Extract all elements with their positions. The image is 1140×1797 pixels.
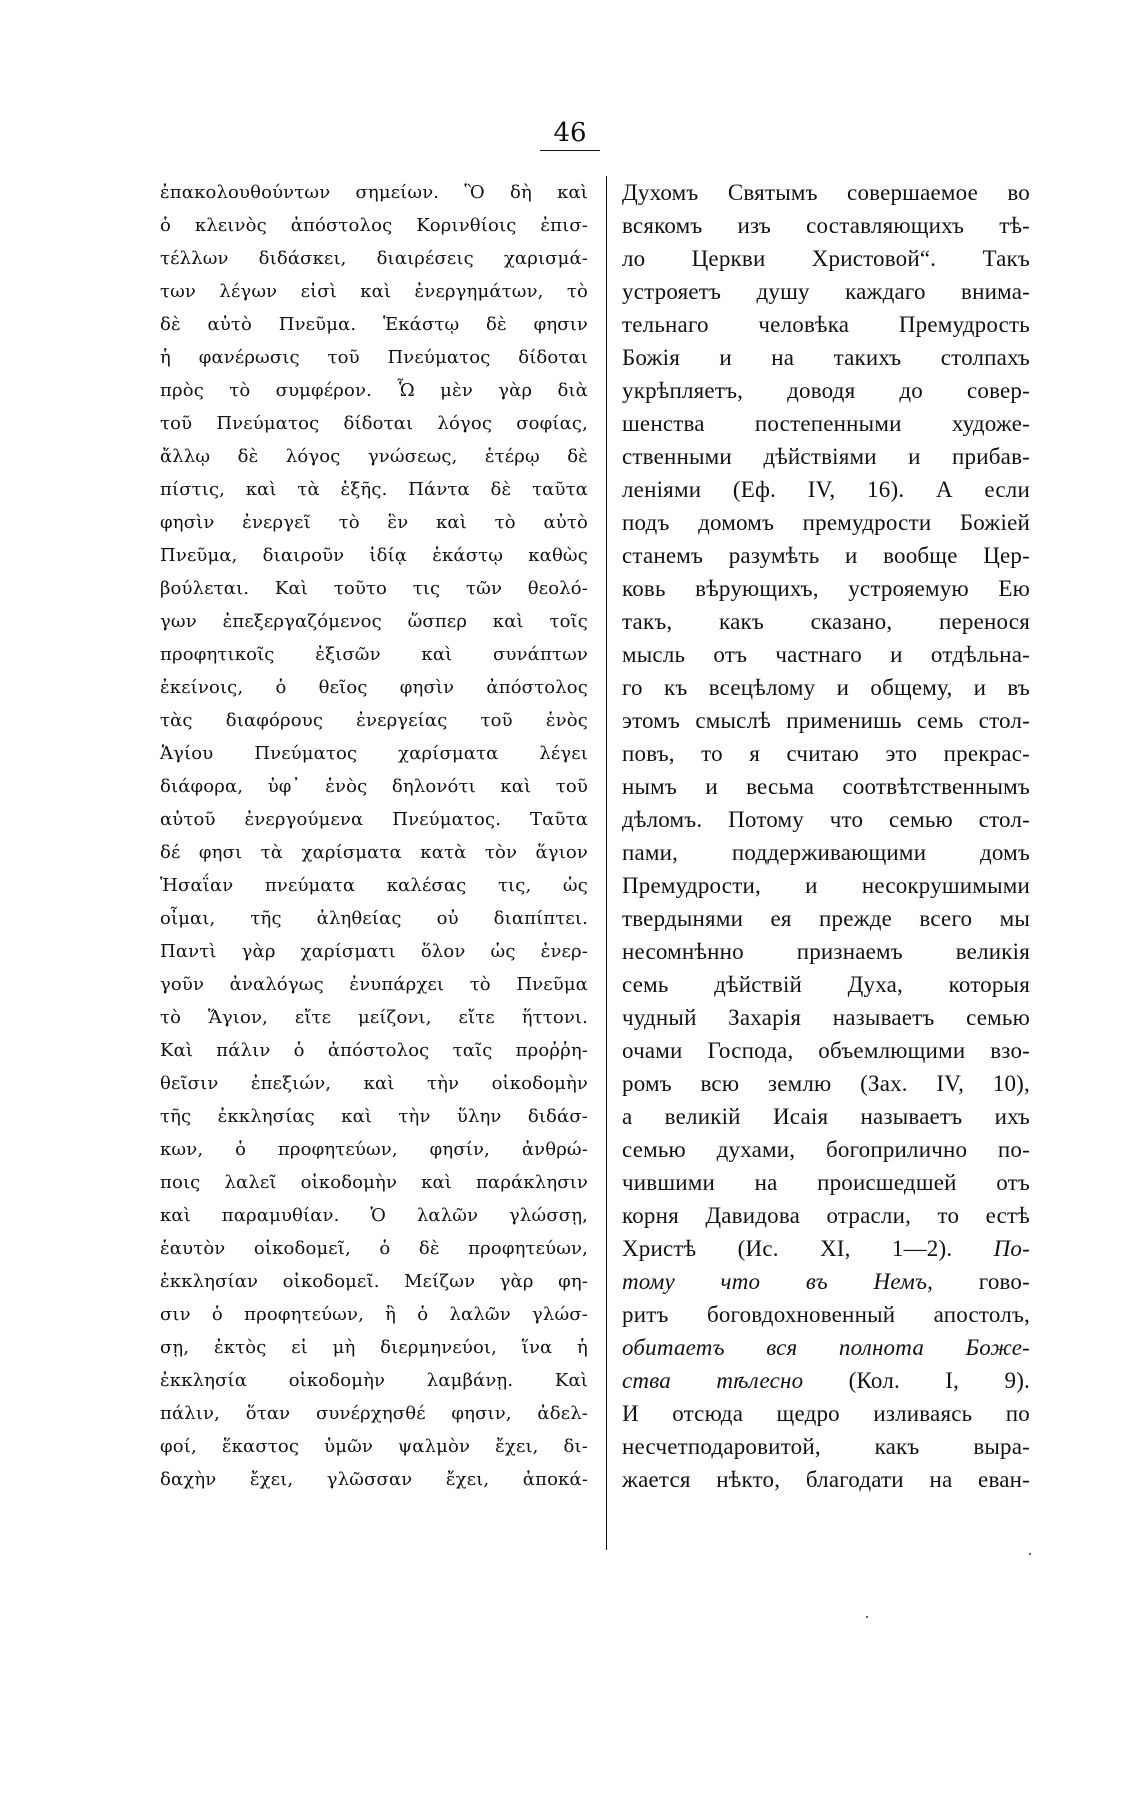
- russian-text-line: нымъ и весьма соотвѣтственнымъ: [622, 774, 1030, 799]
- russian-text-line: Премудрости, и несокрушимыми: [622, 873, 1030, 898]
- russian-text-line: тельнаго человѣка Премудрость: [622, 312, 1030, 337]
- page-number: 46: [540, 118, 600, 151]
- text-fragment: (Кол. I, 9).: [803, 1368, 1030, 1393]
- greek-text-line: κων, ὁ προφητεύων, φησίν, ἀνθρώ-: [160, 1139, 588, 1160]
- greek-text-line: γων ἐπεξεργαζόμενος ὥσπερ καὶ τοῖς: [160, 611, 588, 632]
- greek-text-line: προφητικοῖς ἐξισῶν καὶ συνάπτων: [160, 644, 588, 665]
- russian-text-line: несомнѣнно признаемъ великія: [622, 939, 1030, 964]
- greek-text-line: Ἁγίου Πνεύματος χαρίσματα λέγει: [160, 743, 588, 764]
- greek-text-line: ὁ κλεινὸς ἀπόστολος Κορινθίοις ἐπισ-: [160, 215, 588, 236]
- russian-text-line: семью духами, богоприлично по-: [622, 1137, 1030, 1162]
- greek-text-line: γοῦν ἀναλόγως ἐνυπάρχει τὸ Πνεῦμα: [160, 974, 588, 995]
- italic-phrase: ства тѣлесно: [622, 1368, 804, 1393]
- russian-text-line: пами, поддерживающими домъ: [622, 840, 1030, 865]
- greek-text-line: σῃ, ἐκτὸς εἰ μὴ διερμηνεύοι, ἵνα ἡ: [160, 1337, 588, 1358]
- russian-text-line: [622, 1331, 1030, 1364]
- greek-text-line: τὰς διαφόρους ἐνεργείας τοῦ ἑνὸς: [160, 710, 588, 731]
- column-divider: [606, 176, 607, 1550]
- greek-text-line: τέλλων διδάσκει, διαιρέσεις χαρισμά-: [160, 248, 588, 269]
- text-fragment: Христѣ (Ис. XI, 1—2).: [622, 1236, 994, 1261]
- greek-text-line: οἶμαι, τῆς ἀληθείας οὐ διαπίπτει.: [160, 908, 588, 929]
- russian-text-line: дѣломъ. Потому что семью стол-: [622, 807, 1030, 832]
- greek-text-line: φησὶν ἐνεργεῖ τὸ ἓν καὶ τὸ αὐτὸ: [160, 512, 588, 533]
- greek-column: [160, 176, 588, 1496]
- greek-text-line: ἡ φανέρωσις τοῦ Πνεύματος δίδοται: [160, 347, 588, 368]
- russian-text-line: станемъ разумѣть и вообще Цер-: [622, 543, 1030, 568]
- greek-text-line: φοί, ἕκαστος ὑμῶν ψαλμὸν ἔχει, δι-: [160, 1436, 588, 1457]
- greek-text-line: των λέγων εἰσὶ καὶ ἐνεργημάτων, τὸ: [160, 281, 588, 302]
- greek-text-line: δὲ αὐτὸ Πνεῦμα. Ἑκάστῳ δὲ φησιν: [160, 314, 588, 335]
- greek-text-line: τὸ Ἅγιον, εἴτε μείζονι, εἴτε ἥττονι.: [160, 1007, 588, 1028]
- greek-text-line: καὶ παραμυθίαν. Ὁ λαλῶν γλώσσῃ,: [160, 1205, 588, 1226]
- russian-text-line: а великій Исаія называетъ ихъ: [622, 1104, 1030, 1129]
- russian-text-line: го къ всецѣлому и общему, и въ: [622, 675, 1030, 700]
- russian-text-line: И отсюда щедро изливаясь по: [622, 1401, 1030, 1426]
- russian-text-line: подъ домомъ премудрости Божіей: [622, 510, 1030, 535]
- greek-text-line: πίστις, καὶ τὰ ἑξῆς. Πάντα δὲ ταῦτα: [160, 479, 588, 500]
- greek-text-line: ἄλλῳ δὲ λόγος γνώσεως, ἑτέρῳ δὲ: [160, 446, 588, 467]
- russian-column: [622, 176, 1030, 1496]
- russian-text-line: [622, 1364, 1030, 1397]
- russian-text-line: ромъ всю землю (Зах. IV, 10),: [622, 1071, 1030, 1096]
- greek-text-line: ἐκκλησία οἰκοδομὴν λαμβάνῃ. Καὶ: [160, 1370, 588, 1391]
- russian-text-line: ковь вѣрующихъ, устрояемую Ею: [622, 576, 1030, 601]
- greek-text-line: ἑαυτὸν οἰκοδομεῖ, ὁ δὲ προφητεύων,: [160, 1238, 588, 1259]
- russian-text-line: несчетподаровитой, какъ выра-: [622, 1434, 1030, 1459]
- greek-text-line: ἐκκλησίαν οἰκοδομεῖ. Μείζων γὰρ φη-: [160, 1271, 588, 1292]
- russian-text-line: [622, 1232, 1030, 1265]
- russian-text-line: чудный Захарія называетъ семью: [622, 1005, 1030, 1030]
- russian-text-line: всякомъ изъ составляющихъ тѣ-: [622, 213, 1030, 238]
- greek-text-line: τῆς ἐκκλησίας καὶ τὴν ὕλην διδάσ-: [160, 1106, 588, 1127]
- russian-text-line: жается нѣкто, благодати на еван-: [622, 1467, 1030, 1492]
- italic-phrase: По-: [993, 1236, 1030, 1261]
- russian-text-line: леніями (Еф. IV, 16). А если: [622, 477, 1030, 502]
- greek-text-line: τοῦ Πνεύματος δίδοται λόγος σοφίας,: [160, 413, 588, 434]
- russian-text-line: Духомъ Святымъ совершаемое во: [622, 180, 1030, 205]
- russian-text-line: устрояетъ душу каждаго внима-: [622, 279, 1030, 304]
- russian-text-line: ритъ боговдохновенный апостолъ,: [622, 1302, 1030, 1327]
- text-fragment: гово-: [933, 1269, 1030, 1294]
- russian-text-line: шенства постепенными художе-: [622, 411, 1030, 436]
- ink-speck: [1029, 1553, 1031, 1555]
- greek-text-line: ἐπακολουθούντων σημείων. Ὃ δὴ καὶ: [160, 182, 588, 203]
- italic-phrase: тому что въ Немъ,: [622, 1269, 934, 1294]
- russian-text-line: Божія и на такихъ столпахъ: [622, 345, 1030, 370]
- greek-text-line: ποις λαλεῖ οἰκοδομὴν καὶ παράκλησιν: [160, 1172, 588, 1193]
- greek-text-line: βούλεται. Καὶ τοῦτο τις τῶν θεολό-: [160, 578, 588, 599]
- greek-text-line: Ἡσαΐαν πνεύματα καλέσας τις, ὡς: [160, 875, 588, 896]
- greek-text-line: ἐκείνοις, ὁ θεῖος φησὶν ἀπόστολος: [160, 677, 588, 698]
- russian-text-line: повъ, то я считаю это прекрас-: [622, 741, 1030, 766]
- greek-text-line: δέ φησι τὰ χαρίσματα κατὰ τὸν ἅγιον: [160, 842, 588, 863]
- russian-text-line: семь дѣйствій Духа, которыя: [622, 972, 1030, 997]
- greek-text-line: πάλιν, ὅταν συνέρχησθέ φησιν, ἀδελ-: [160, 1403, 588, 1424]
- greek-text-line: διάφορα, ὑφ᾽ ἑνὸς δηλονότι καὶ τοῦ: [160, 776, 588, 797]
- russian-text-line: укрѣпляетъ, доводя до совер-: [622, 378, 1030, 403]
- greek-text-line: δαχὴν ἔχει, γλῶσσαν ἔχει, ἀποκά-: [160, 1469, 588, 1490]
- russian-text-line: мысль отъ частнаго и отдѣльна-: [622, 642, 1030, 667]
- russian-text-line: чившими на происшедшей отъ: [622, 1170, 1030, 1195]
- russian-text-line: такъ, какъ сказано, перенося: [622, 609, 1030, 634]
- russian-text-line: этомъ смыслѣ применишь семь стол-: [622, 708, 1030, 733]
- greek-text-line: πρὸς τὸ συμφέρον. Ὧ μὲν γὰρ διὰ: [160, 380, 588, 401]
- russian-text-line: корня Давидова отрасли, то естѣ: [622, 1203, 1030, 1228]
- greek-text-line: Πνεῦμα, διαιροῦν ἰδίᾳ ἑκάστῳ καθὼς: [160, 545, 588, 566]
- russian-text-line: ло Церкви Христовой“. Такъ: [622, 246, 1030, 271]
- russian-text-line: очами Господа, объемлющими взо-: [622, 1038, 1030, 1063]
- russian-text-line: [622, 1265, 1030, 1298]
- greek-text-line: Καὶ πάλιν ὁ ἀπόστολος ταῖς προῤῥη-: [160, 1040, 588, 1061]
- russian-text-line: ственными дѣйствіями и прибав-: [622, 444, 1030, 469]
- greek-text-line: Παντὶ γὰρ χαρίσματι ὅλον ὡς ἐνερ-: [160, 941, 588, 962]
- italic-phrase: обитаетъ вся полнота Боже-: [622, 1335, 1030, 1360]
- greek-text-line: αὐτοῦ ἐνεργούμενα Πνεύματος. Ταῦτα: [160, 809, 588, 830]
- ink-speck: [866, 1616, 868, 1618]
- greek-text-line: σιν ὁ προφητεύων, ἢ ὁ λαλῶν γλώσ-: [160, 1304, 588, 1325]
- greek-text-line: θεῖσιν ἐπεξιών, καὶ τὴν οἰκοδομὴν: [160, 1073, 588, 1094]
- russian-text-line: твердынями ея прежде всего мы: [622, 906, 1030, 931]
